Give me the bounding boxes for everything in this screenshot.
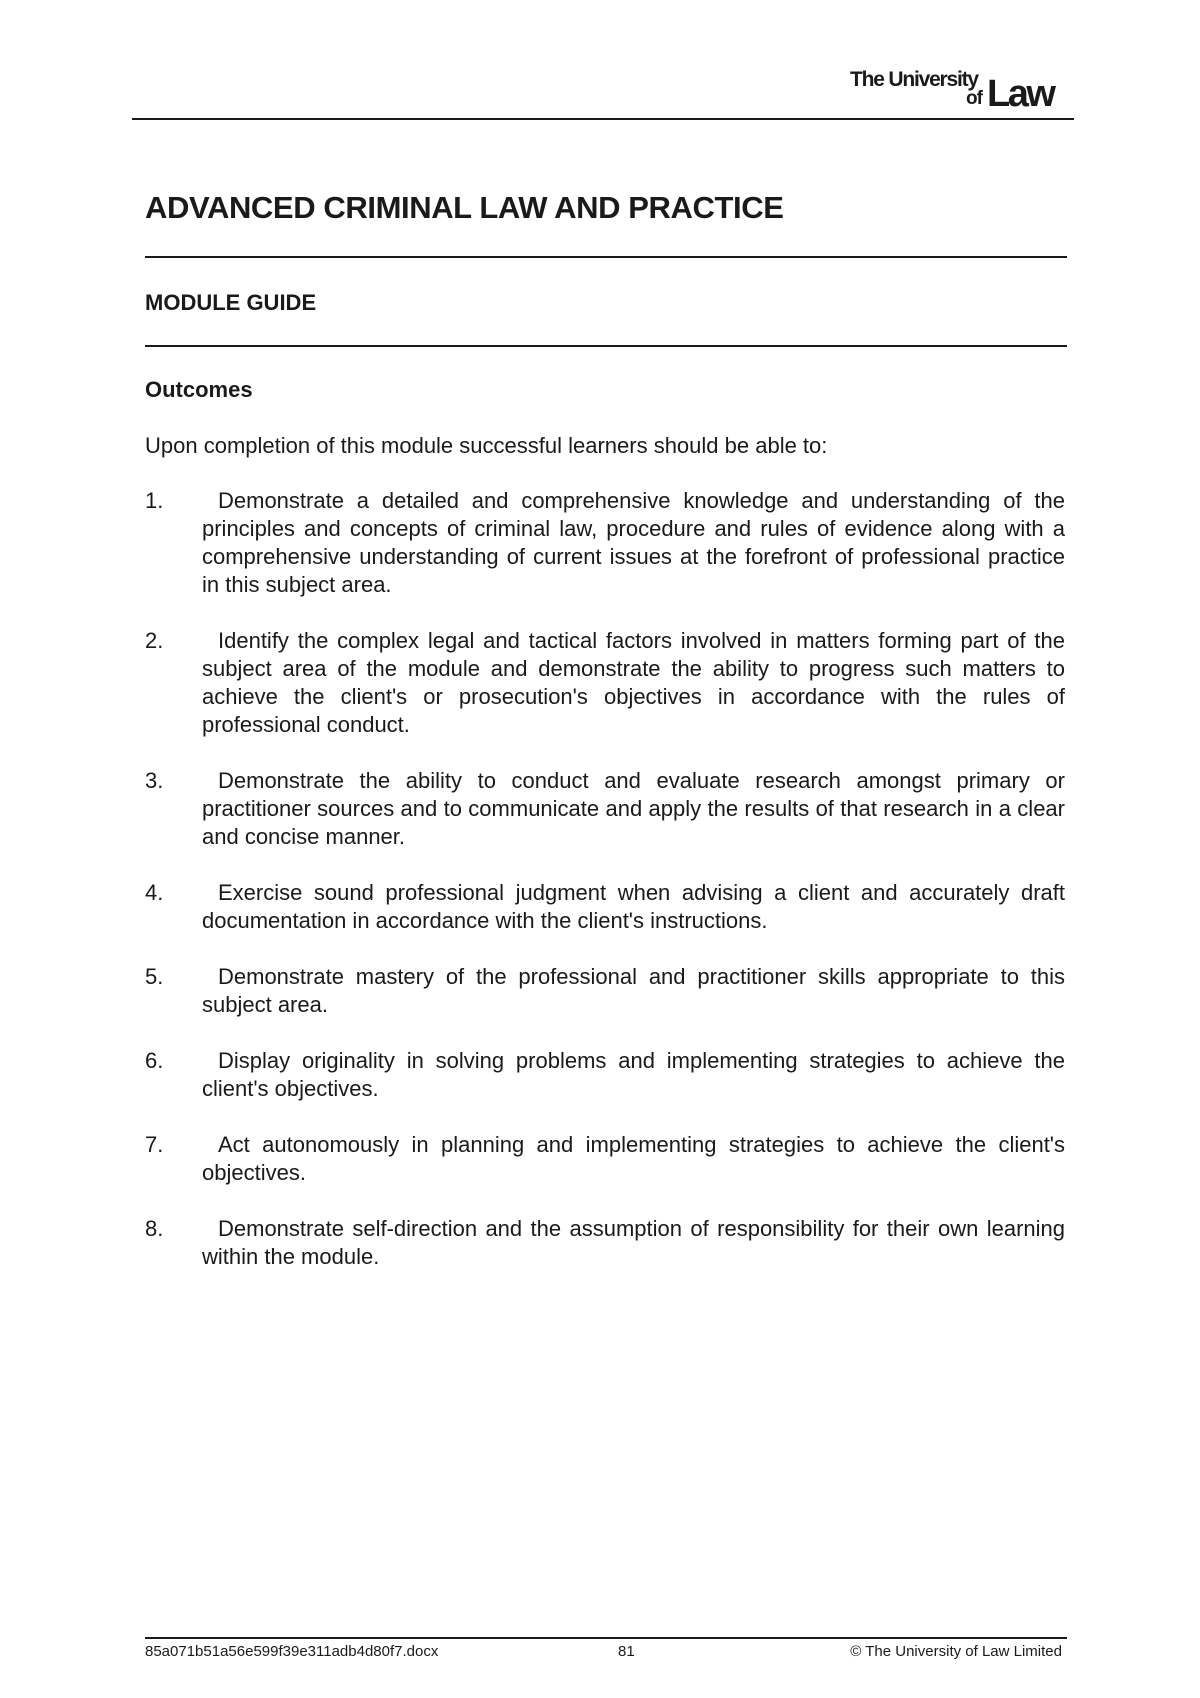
outcome-item (145, 627, 1065, 739)
outcomes-heading: Outcomes (145, 377, 253, 402)
outcome-item (145, 1131, 1065, 1187)
logo-law: Law (987, 73, 1054, 115)
outcome-number: 2. (145, 628, 164, 653)
footer-page-number: 81 (618, 1643, 635, 1660)
outcome-number: 8. (145, 1216, 164, 1241)
outcome-text: Display originality in solving problems and implementing strategies to achieve the client's objectives. (202, 1048, 1065, 1101)
outcomes-intro: Upon completion of this module successful learners should be able to: (145, 433, 828, 458)
outcome-number: 3. (145, 768, 164, 793)
logo-the-university: The University (850, 68, 978, 91)
outcome-text: Act autonomously in planning and implementing strategies to achieve the client's objectives. (202, 1132, 1065, 1185)
outcome-number: 1. (145, 488, 164, 513)
header-rule (132, 118, 1074, 120)
outcome-text: Identify the complex legal and tactical factors involved in matters forming part of the subject area of the module and demonstrate the ability to progress such matters to achieve the client's or prosecution's objectives in accordance with the rules of professional conduct. (202, 628, 1065, 737)
outcome-number: 4. (145, 880, 164, 905)
outcome-item (145, 1215, 1065, 1271)
university-logo (850, 68, 1062, 115)
footer-copyright: © The University of Law Limited (850, 1643, 1062, 1660)
title-rule (145, 256, 1067, 258)
document-subtitle: MODULE GUIDE (145, 290, 317, 315)
outcome-item (145, 767, 1065, 851)
outcome-item (145, 1047, 1065, 1103)
outcome-number: 7. (145, 1132, 164, 1157)
outcome-text: Exercise sound professional judgment when advising a client and accurately draft documentation in accordance with the client's instructions. (202, 880, 1065, 933)
outcome-text: Demonstrate a detailed and comprehensive knowledge and understanding of the principles and concepts of criminal law, procedure and rules of evidence along with a comprehensive understanding of current issues at the forefront of professional practice in this subject area. (202, 488, 1065, 597)
outcome-item (145, 487, 1065, 599)
outcome-text: Demonstrate mastery of the professional and practitioner skills appropriate to this subject area. (202, 964, 1065, 1017)
footer-rule (145, 1637, 1067, 1639)
outcome-item (145, 963, 1065, 1019)
logo-of: of (966, 88, 982, 109)
outcome-text: Demonstrate self-direction and the assumption of responsibility for their own learning within the module. (202, 1216, 1065, 1269)
outcomes-list (145, 487, 1065, 1299)
subtitle-rule (145, 345, 1067, 347)
outcome-number: 5. (145, 964, 164, 989)
outcome-number: 6. (145, 1048, 164, 1073)
document-title: ADVANCED CRIMINAL LAW AND PRACTICE (145, 190, 784, 225)
outcome-text: Demonstrate the ability to conduct and evaluate research amongst primary or practitioner sources and to communicate and apply the results of that research in a clear and concise manner. (202, 768, 1065, 849)
outcome-item (145, 879, 1065, 935)
footer-filename: 85a071b51a56e599f39e311adb4d80f7.docx (145, 1643, 439, 1660)
